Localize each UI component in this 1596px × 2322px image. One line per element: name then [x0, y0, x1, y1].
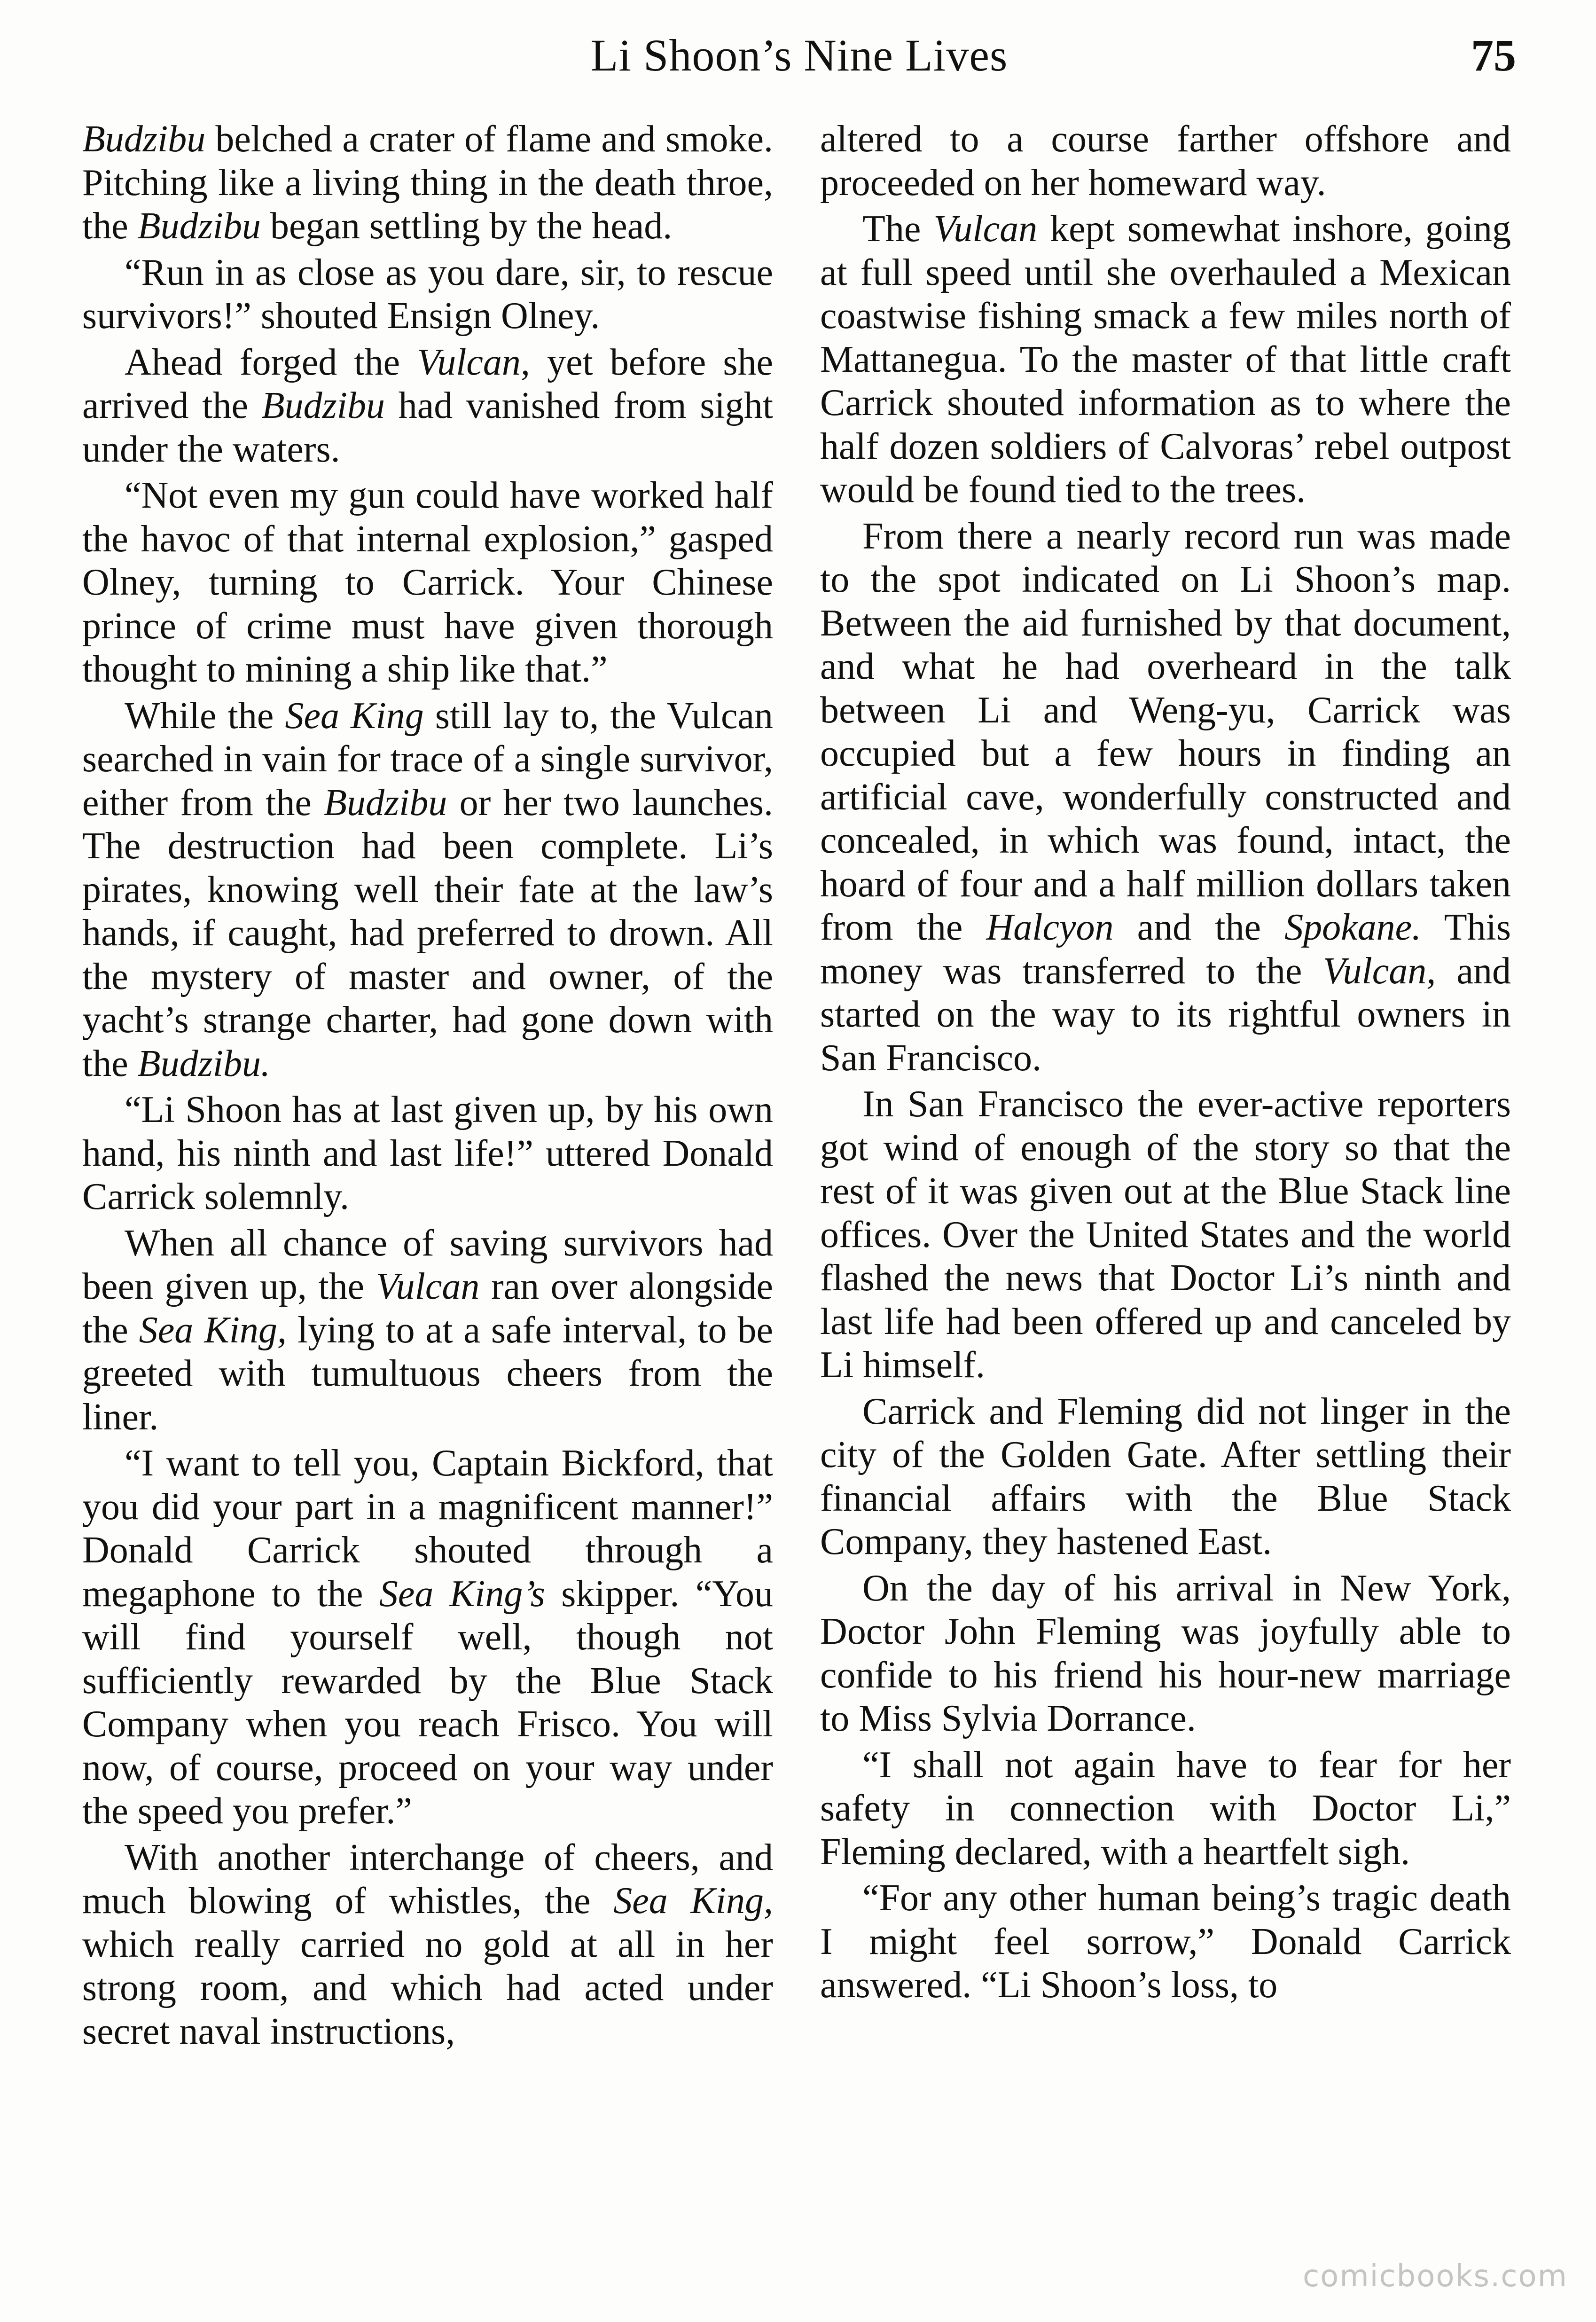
- text-run: The: [862, 208, 934, 250]
- paragraph: [82, 251, 773, 338]
- text-run: With another interchange of cheers, and much blowing of whistles, the: [82, 1836, 773, 1922]
- paragraph: [820, 1743, 1511, 1874]
- right-text-column: [820, 118, 1511, 2010]
- text-run: belched a crater of flame and smoke. Pitching like a living thing in the death throe, the: [82, 118, 773, 247]
- italic-text: Budzibu: [82, 118, 206, 160]
- italic-text: Vulcan: [376, 1266, 480, 1307]
- italic-text: Sea King’s: [379, 1573, 545, 1615]
- text-run: lying to at a safe interval, to be greeted with tumultuous cheers from the liner.: [82, 1309, 774, 1438]
- paragraph: [820, 515, 1511, 1080]
- text-run: This money was transferred to the: [820, 907, 1511, 992]
- text-run: and the: [1113, 907, 1285, 948]
- left-text-column: [82, 118, 773, 2056]
- paragraph: [82, 694, 773, 1086]
- text-run: ran over alongside the: [82, 1266, 773, 1351]
- text-run: kept somewhat inshore, going at full speed until she overhauled a Mexican coastwise fishing smack a few miles north of Mattanegua. To the master of that little craft Carrick shouted information as to where the half dozen soldiers of Calvoras’ rebel outpost would be found tied to the trees.: [820, 208, 1511, 510]
- paragraph: [82, 1836, 773, 2054]
- italic-text: Vulcan,: [417, 341, 530, 383]
- paragraph: [820, 1567, 1511, 1741]
- text-run: yet before she arrived the: [82, 341, 773, 426]
- text-run: began settling by the head.: [260, 205, 673, 247]
- text-run: skipper. “You will find yourself well, though not sufficiently rewarded by the Blue Stack Company when you reach Frisco. You will now, of course, proceed on your way under the speed you prefer.”: [82, 1573, 773, 1832]
- text-run: When all chance of saving survivors had been given up, the: [82, 1222, 773, 1307]
- italic-text: Sea King: [285, 695, 424, 737]
- paragraph: [820, 1083, 1511, 1387]
- italic-text: Budzibu: [137, 205, 261, 247]
- running-title: Li Shoon’s Nine Lives: [590, 30, 1008, 80]
- paragraph: [820, 1876, 1511, 2007]
- text-run: “I shall not again have to fear for her safety in connection with Doctor Li,” Fleming declared, with a heartfelt sigh.: [820, 1744, 1511, 1873]
- text-run: While the: [125, 695, 285, 737]
- text-run: or her two launches. The destruction had been complete. Li’s pirates, knowing well their fate at the law’s hands, if caught, had preferred to drown. All the mystery of master and owner, of the yacht’s strange charter, had gone down with the: [82, 782, 774, 1084]
- italic-text: Vulcan,: [1322, 950, 1436, 992]
- italic-text: Budzibu: [324, 782, 447, 824]
- text-run: In San Francisco the ever-active reporters got wind of enough of the story so that the rest of it was given out at the Blue Stack line offices. Over the United States and the world flashed the news that Doctor Li’s ninth and last life had been offered up and canceled by Li himself.: [820, 1083, 1511, 1386]
- text-run: still lay to, the Vulcan searched in vain for trace of a single survivor, either from the: [82, 695, 774, 824]
- italic-text: Sea King,: [139, 1309, 287, 1351]
- paragraph: [82, 1442, 773, 1833]
- italic-text: Sea King,: [613, 1880, 774, 1922]
- text-run: “Li Shoon has at last given up, by his own hand, his ninth and last life!” uttered Donald Carrick solemnly.: [82, 1089, 773, 1217]
- text-run: and started on the way to its rightful owners in San Francisco.: [820, 950, 1511, 1079]
- paragraph: [82, 341, 773, 471]
- paragraph: [82, 474, 773, 691]
- text-run: altered to a course farther offshore and proceeded on her homeward way.: [820, 118, 1511, 204]
- paragraph: [820, 207, 1511, 512]
- text-run: On the day of his arrival in New York, Doctor John Fleming was joyfully able to confide to his friend his hour-new marriage to Miss Sylvia Dorrance.: [820, 1567, 1511, 1739]
- text-run: which really carried no gold at all in her strong room, and which had acted under secret naval instructions,: [82, 1923, 773, 2052]
- text-run: From there a nearly record run was made to the spot indicated on Li Shoon’s map. Between the aid furnished by that document, and what he had overheard in the talk between Li and Weng-yu, Carrick was occupied but a few hours in finding an artificial cave, wonderfully constructed and concealed, in which was found, intact, the hoard of four and a half million dollars taken from the: [820, 515, 1511, 948]
- text-run: “Not even my gun could have worked half the havoc of that internal explosion,” gasped Olney, turning to Carrick. Your Chinese prince of crime must have given thorough thought to mining a ship like that.”: [82, 475, 773, 690]
- paragraph: [82, 1088, 773, 1219]
- page-number: 75: [1471, 30, 1516, 80]
- italic-text: Spokane.: [1284, 907, 1422, 948]
- paragraph: [820, 1390, 1511, 1564]
- italic-text: Budzibu.: [137, 1043, 270, 1084]
- text-run: Carrick and Fleming did not linger in the city of the Golden Gate. After settling their financial affairs with the Blue Stack Company, they hastened East.: [820, 1390, 1511, 1562]
- italic-text: Halcyon: [986, 907, 1114, 948]
- watermark-text: comicbooks.com: [1302, 2259, 1568, 2294]
- text-run: Ahead forged the: [125, 341, 417, 383]
- italic-text: Vulcan: [933, 208, 1038, 250]
- text-run: “I want to tell you, Captain Bickford, that you did your part in a magnificent manner!” Donald Carrick shouted through a megaphone to the: [82, 1443, 773, 1615]
- paragraph: [820, 118, 1511, 204]
- italic-text: Budzibu: [261, 385, 385, 426]
- running-header: [82, 27, 1516, 84]
- text-run: “Run in as close as you dare, sir, to rescue survivors!” shouted Ensign Olney.: [82, 251, 773, 337]
- paragraph: [82, 118, 773, 248]
- paragraph: [82, 1222, 773, 1439]
- text-run: had vanished from sight under the waters.: [82, 385, 773, 470]
- text-run: “For any other human being’s tragic death I might feel sorrow,” Donald Carrick answered. “Li Shoon’s loss, to: [820, 1877, 1511, 2006]
